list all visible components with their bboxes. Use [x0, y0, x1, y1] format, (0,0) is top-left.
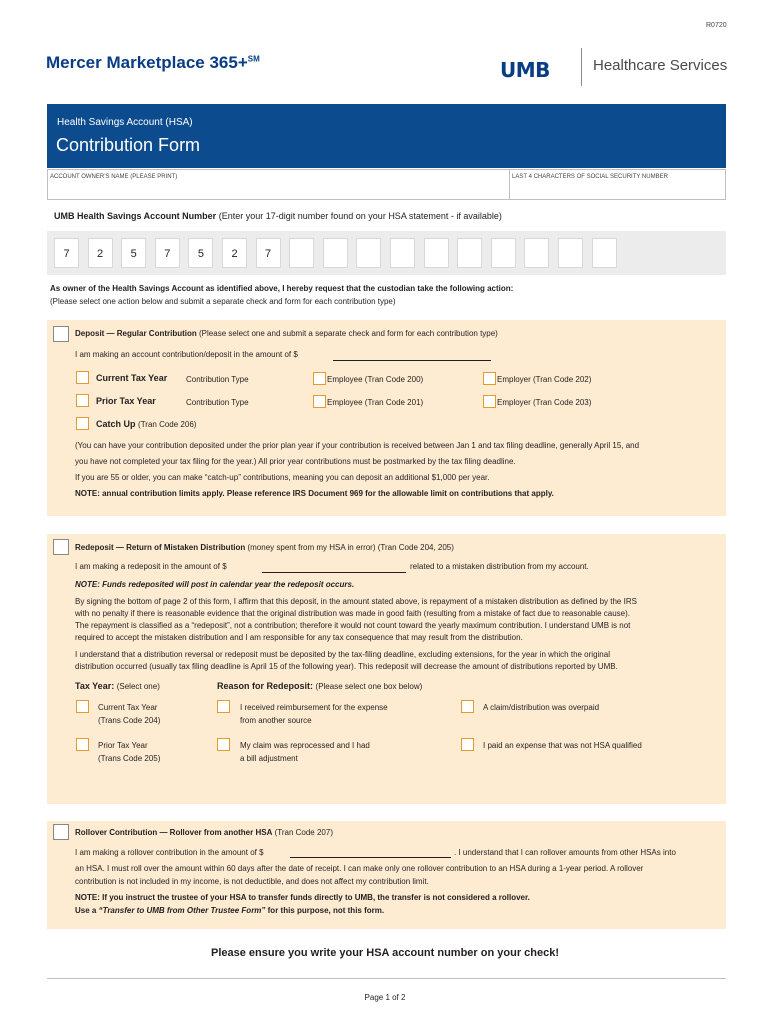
account-digit-box[interactable]	[558, 238, 583, 268]
account-digit-box[interactable]	[289, 238, 314, 268]
account-digit-box[interactable]: 7	[155, 238, 180, 268]
contribution-type-label: Contribution Type	[186, 375, 249, 384]
page-number: Page 1 of 2	[364, 993, 406, 1002]
prior-tax-year-label: Prior Tax Year	[96, 396, 156, 406]
employee-201-checkbox[interactable]	[313, 395, 326, 408]
rollover-amount-tail: . I understand that I can rollover amounts from other HSAs into	[454, 848, 676, 857]
redeposit-amount-tail: related to a mistaken distribution from my account.	[410, 562, 589, 571]
rollover-note-2: Use a “Transfer to UMB from Other Trustee Form” for this purpose, not this form.	[75, 906, 385, 915]
employee-200-checkbox[interactable]	[313, 372, 326, 385]
owner-name-field[interactable]	[50, 183, 505, 198]
account-digit-box[interactable]	[524, 238, 549, 268]
reason-reprocessed-label-2: a bill adjustment	[240, 754, 298, 763]
redeposit-prior-year-code: (Trans Code 205)	[98, 754, 161, 763]
owner-fields-divider	[509, 169, 510, 200]
account-digit-box[interactable]	[323, 238, 348, 268]
redeposit-note: NOTE: Funds redeposited will post in calendar year the redeposit occurs.	[75, 580, 355, 589]
redeposit-prior-year-label: Prior Tax Year	[98, 741, 148, 750]
employee-201-label: Employee (Tran Code 201)	[327, 398, 424, 407]
deposit-note-1: (You can have your contribution deposited under the prior plan year if your contribution is received between Jan 1 and tax filing deadline, generally April 15, and	[75, 441, 640, 450]
logo-divider	[581, 48, 582, 86]
account-digit-box[interactable]	[390, 238, 415, 268]
account-digit-box[interactable]: 5	[188, 238, 213, 268]
account-digit-box[interactable]	[491, 238, 516, 268]
redeposit-para-5: I understand that a distribution reversal or redeposit must be deposited by the tax-filing deadline, excluding extensions, for the year in which the original	[75, 650, 610, 659]
owner-name-label: ACCOUNT OWNER’S NAME (PLEASE PRINT)	[50, 174, 178, 180]
request-statement: As owner of the Health Savings Account as identified above, I hereby request that the custodian take the following action:	[50, 284, 514, 293]
employer-203-checkbox[interactable]	[483, 395, 496, 408]
current-tax-year-label: Current Tax Year	[96, 373, 168, 383]
catch-up-checkbox[interactable]	[76, 417, 89, 430]
reason-reimbursed-label: I received reimbursement for the expense	[240, 703, 388, 712]
deposit-note-4: NOTE: annual contribution limits apply. Please reference IRS Document 969 for the allowable limit on contributions that apply.	[75, 489, 554, 498]
redeposit-checkbox[interactable]	[53, 539, 69, 555]
redeposit-current-year-checkbox[interactable]	[76, 700, 89, 713]
redeposit-amount-label: I am making a redeposit in the amount of $	[75, 562, 227, 571]
reason-not-qualified-checkbox[interactable]	[461, 738, 474, 751]
rollover-checkbox[interactable]	[53, 824, 69, 840]
umb-logo: UMB	[500, 58, 550, 82]
reason-reimbursed-checkbox[interactable]	[217, 700, 230, 713]
footer-divider	[47, 978, 726, 979]
redeposit-para-6: distribution occurred (usually tax filing deadline is April 15 of the following year). This redeposit will decrease the amount of distributions reported by UMB.	[75, 662, 618, 671]
form-code: R0720	[706, 22, 727, 29]
employer-203-label: Employer (Tran Code 203)	[497, 398, 592, 407]
redeposit-current-year-code: (Trans Code 204)	[98, 716, 161, 725]
redeposit-current-year-label: Current Tax Year	[98, 703, 158, 712]
request-instruction: (Please select one action below and submit a separate check and form for each contribution type)	[50, 297, 396, 306]
ssn-label: LAST 4 CHARACTERS OF SOCIAL SECURITY NUMBER	[512, 174, 668, 180]
deposit-title: Deposit — Regular Contribution (Please select one and submit a separate check and form for each contribution type)	[75, 329, 498, 338]
reason-overpaid-checkbox[interactable]	[461, 700, 474, 713]
reason-heading: Reason for Redeposit: (Please select one box below)	[217, 681, 423, 691]
rollover-note-1: NOTE: If you instruct the trustee of your HSA to transfer funds directly to UMB, the transfer is not considered a rollover.	[75, 893, 530, 902]
current-tax-year-checkbox[interactable]	[76, 371, 89, 384]
logo-subtitle: Healthcare Services	[593, 57, 728, 74]
account-digit-box[interactable]: 2	[88, 238, 113, 268]
employer-202-checkbox[interactable]	[483, 372, 496, 385]
rollover-para-2: contribution is not included in my income, is not deductible, and does not affect my contribution limit.	[75, 877, 429, 886]
brand-title: Mercer Marketplace 365+℠	[46, 53, 260, 72]
account-digit-box[interactable]: 7	[256, 238, 281, 268]
account-number-strip	[47, 231, 726, 275]
catch-up-label: Catch Up (Tran Code 206)	[96, 419, 197, 429]
redeposit-para-2: with no penalty if there is reasonable evidence that the original distribution was made in good faith (resulting from a mistake of fact due to reasonable cause).	[75, 609, 630, 618]
account-digit-box[interactable]: 7	[54, 238, 79, 268]
employer-202-label: Employer (Tran Code 202)	[497, 375, 592, 384]
deposit-note-2: you have not completed your tax filing for the year.) All prior year contributions must be postmarked by the tax filing deadline.	[75, 457, 516, 466]
form-title: Contribution Form	[56, 135, 201, 155]
redeposit-para-4: required to accept the mistaken distribution and I am responsible for any tax consequence that may result from the distribution.	[75, 633, 523, 642]
reason-overpaid-label: A claim/distribution was overpaid	[483, 703, 600, 712]
rollover-amount-field[interactable]	[290, 857, 451, 858]
ssn-field[interactable]	[512, 183, 722, 198]
check-reminder: Please ensure you write your HSA account number on your check!	[210, 947, 560, 959]
deposit-note-3: If you are 55 or older, you can make “catch-up” contributions, meaning you can deposit an additional $1,000 per year.	[75, 473, 490, 482]
account-number-heading: UMB Health Savings Account Number (Enter your 17-digit number found on your HSA statement - if available)	[54, 211, 502, 221]
account-digit-box[interactable]: 5	[121, 238, 146, 268]
reason-reprocessed-checkbox[interactable]	[217, 738, 230, 751]
rollover-para-1: an HSA. I must roll over the amount within 60 days after the date of receipt. I can make only one rollover contribution to an HSA during a 1-year period. A rollover	[75, 864, 644, 873]
account-digit-box[interactable]	[457, 238, 482, 268]
tax-year-heading: Tax Year: (Select one)	[75, 681, 160, 691]
reason-not-qualified-label: I paid an expense that was not HSA qualified	[483, 741, 642, 750]
redeposit-para-1: By signing the bottom of page 2 of this form, I affirm that this deposit, in the amount stated above, is repayment of a mistaken distribution as defined by the IRS	[75, 597, 637, 606]
deposit-amount-label: I am making an account contribution/deposit in the amount of $	[75, 350, 298, 359]
account-digit-box[interactable]	[424, 238, 449, 268]
account-digit-box[interactable]	[592, 238, 617, 268]
prior-tax-year-checkbox[interactable]	[76, 394, 89, 407]
deposit-amount-field[interactable]	[333, 360, 491, 361]
rollover-title: Rollover Contribution — Rollover from another HSA (Tran Code 207)	[75, 828, 333, 837]
redeposit-title: Redeposit — Return of Mistaken Distribution (money spent from my HSA in error) (Tran Code 204, 205)	[75, 543, 454, 552]
contribution-type-label-2: Contribution Type	[186, 398, 249, 407]
rollover-amount-label: I am making a rollover contribution in the amount of $	[75, 848, 264, 857]
redeposit-para-3: The repayment is classified as a “redeposit”, not a contribution; therefore it would not count toward the yearly maximum contribution. I understand UMB is not	[75, 621, 631, 630]
banner-subtitle: Health Savings Account (HSA)	[57, 117, 193, 128]
account-digit-box[interactable]: 2	[222, 238, 247, 268]
employee-200-label: Employee (Tran Code 200)	[327, 375, 424, 384]
redeposit-amount-field[interactable]	[262, 572, 406, 573]
deposit-checkbox[interactable]	[53, 326, 69, 342]
account-digit-box[interactable]	[356, 238, 381, 268]
reason-reimbursed-label-2: from another source	[240, 716, 312, 725]
reason-reprocessed-label: My claim was reprocessed and I had	[240, 741, 370, 750]
redeposit-prior-year-checkbox[interactable]	[76, 738, 89, 751]
